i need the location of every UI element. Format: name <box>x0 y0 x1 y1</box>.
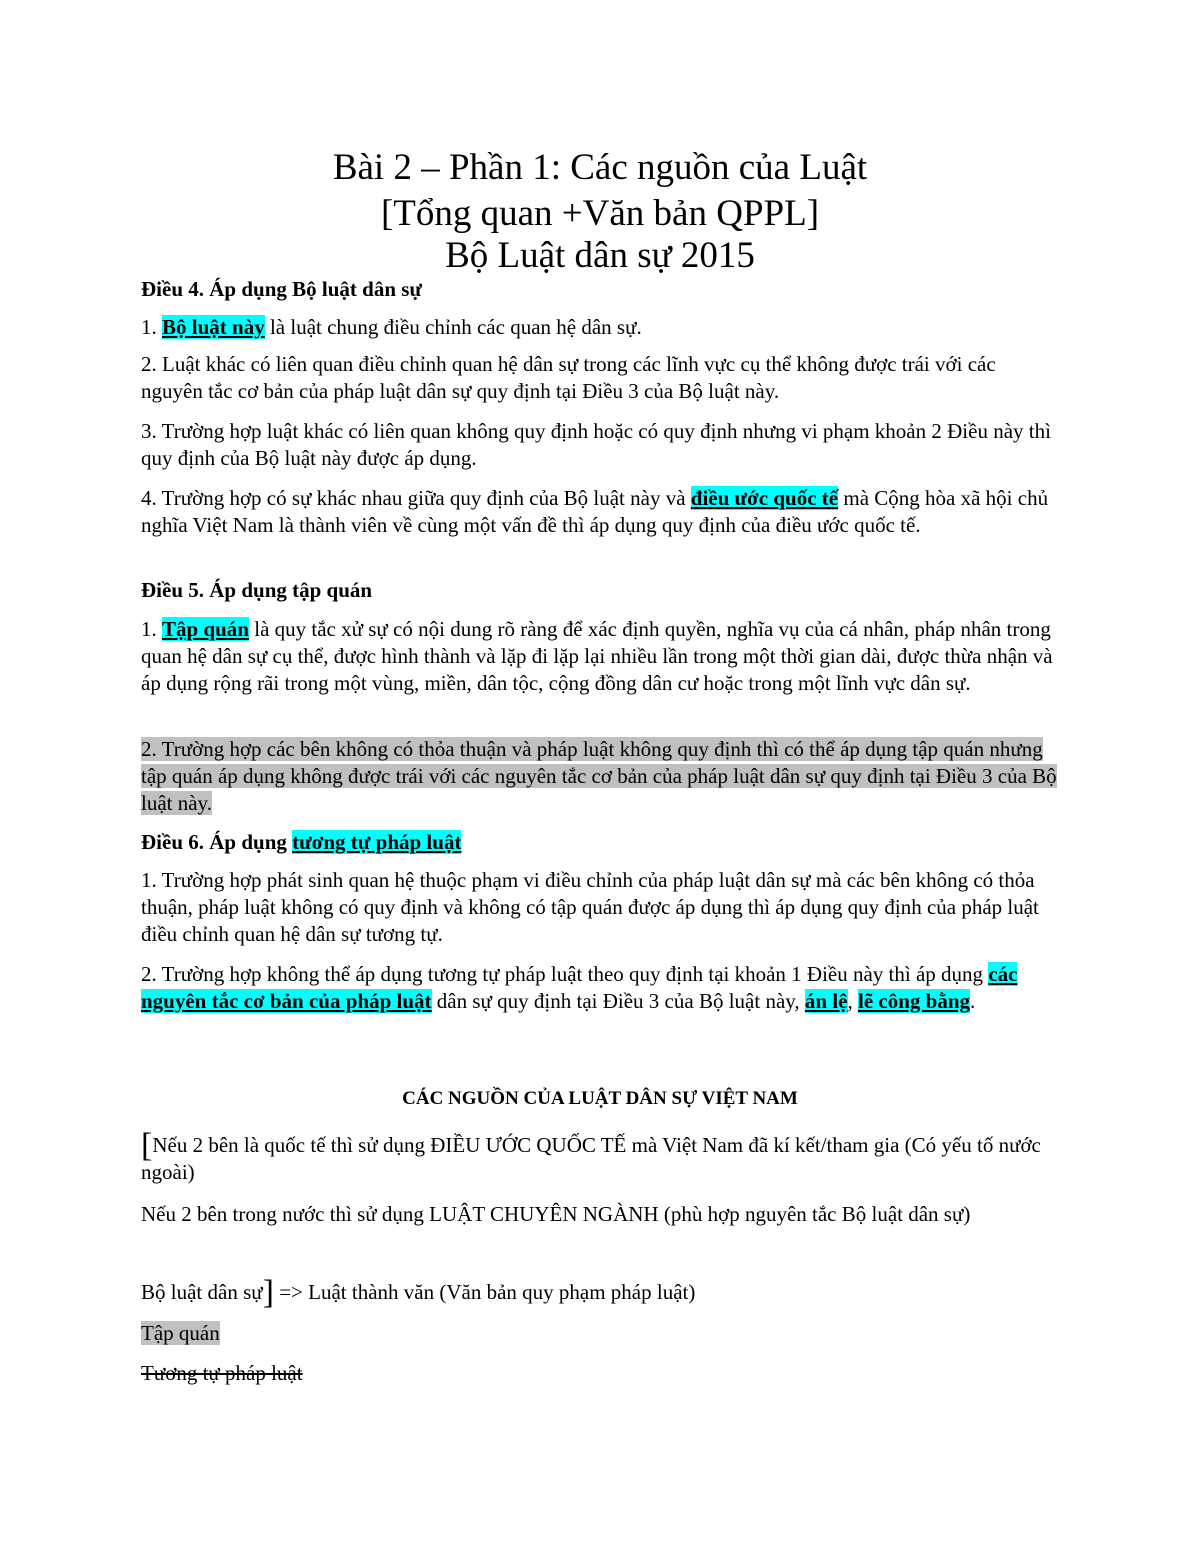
article-4-clause-4 <box>141 485 1061 539</box>
highlight-term: điều ước quốc tế <box>690 486 839 510</box>
document-title: Bài 2 – Phần 1: Các nguồn của Luật <box>332 147 868 188</box>
highlight-term: Bộ luật này <box>162 315 265 339</box>
clause-number: 1. <box>141 315 162 339</box>
clause-text: là quy tắc xử sự có nội dung rõ ràng để xác định quyền, nghĩa vụ của cá nhân, pháp nhân trong quan hệ dân sự cụ thể, được hình thành và lặp đi lặp lại nhiều lần trong một thời gian dài, được thừa nhận và áp dụng rộng rãi trong một vùng, miền, dân tộc, cộng đồng dân cư hoặc trong một lĩnh vực dân sự. <box>141 617 1053 695</box>
source-item-analogy <box>141 1360 1061 1387</box>
open-bracket: [ <box>141 1127 153 1164</box>
highlight-term: án lệ <box>804 989 848 1013</box>
article-4-clause-2: 2. Luật khác có liên quan điều chỉnh quan hệ dân sự trong các lĩnh vực cụ thể không được trái với các nguyên tắc cơ bản của pháp luật dân sự quy định tại Điều 3 của Bộ luật này. <box>141 352 996 403</box>
clause-text: 4. Trường hợp có sự khác nhau giữa quy định của Bộ luật này và <box>141 486 691 510</box>
article-5-heading: Điều 5. Áp dụng tập quán <box>141 578 373 602</box>
source-item-treaty <box>141 1127 1061 1186</box>
gray-highlight-text: 2. Trường hợp các bên không có thỏa thuận và pháp luật không quy định thì có thể áp dụng tập quán nhưng tập quán áp dụng không được trái với các nguyên tắc cơ bản của pháp luật dân sự quy định tại Điều 3 của Bộ luật này. <box>141 737 1057 815</box>
gray-highlight-text: Tập quán <box>141 1321 220 1345</box>
source-item-civil-code <box>141 1274 1061 1311</box>
clause-number: 1. <box>141 617 162 641</box>
source-text: Bộ luật dân sự <box>141 1280 263 1304</box>
highlight-term: tương tự pháp luật <box>292 830 462 854</box>
strikethrough-text: Tương tự pháp luật <box>141 1361 303 1385</box>
clause-text: , <box>847 989 858 1013</box>
article-6-clause-1: 1. Trường hợp phát sinh quan hệ thuộc phạm vi điều chỉnh của pháp luật dân sự mà các bên không có thỏa thuận, pháp luật không có quy định và không có tập quán được áp dụng thì áp dụng quy định của pháp luật điều chỉnh quan hệ dân sự tương tự. <box>141 868 1039 946</box>
article-4-heading: Điều 4. Áp dụng Bộ luật dân sự <box>141 277 423 301</box>
article-6-clause-2 <box>141 961 1061 1015</box>
source-text: => Luật thành văn (Văn bản quy phạm pháp luật) <box>273 1280 696 1304</box>
article-4-clause-3: 3. Trường hợp luật khác có liên quan không quy định hoặc có quy định nhưng vi phạm khoản 2 Điều này thì quy định của Bộ luật này được áp dụng. <box>141 419 1051 470</box>
source-text: Nếu 2 bên là quốc tế thì sử dụng ĐIỀU ƯỚC QUỐC TẾ mà Việt Nam đã kí kết/tham gia (Có yếu tố nước ngoài) <box>141 1133 1041 1184</box>
document-subtitle: [Tổng quan +Văn bản QPPL] <box>380 193 820 234</box>
article-6-heading <box>141 829 1061 856</box>
sources-heading: CÁC NGUỒN CỦA LUẬT DÂN SỰ VIỆT NAM <box>402 1088 798 1109</box>
heading-text: Điều 6. Áp dụng <box>141 830 293 854</box>
source-item-custom <box>141 1320 1061 1347</box>
clause-text: mà Cộng hòa xã hội chủ nghĩa Việt Nam là thành viên về cùng một vấn đề thì áp dụng quy định của điều ước quốc tế. <box>141 486 1049 537</box>
clause-text: 2. Trường hợp không thể áp dụng tương tự pháp luật theo quy định tại khoản 1 Điều này thì áp dụng <box>141 962 989 986</box>
article-5-clause-1 <box>141 616 1061 697</box>
clause-text: dân sự quy định tại Điều 3 của Bộ luật này, <box>431 989 805 1013</box>
highlight-term: Tập quán <box>162 617 249 641</box>
clause-text: . <box>970 989 976 1013</box>
document-law-title: Bộ Luật dân sự 2015 <box>445 235 755 276</box>
source-item-specialized-law: Nếu 2 bên trong nước thì sử dụng LUẬT CHUYÊN NGÀNH (phù hợp nguyên tắc Bộ luật dân sự) <box>141 1202 971 1226</box>
article-4-clause-1 <box>141 314 1061 341</box>
highlight-term: lẽ công bằng <box>858 989 971 1013</box>
article-5-clause-2 <box>141 736 1061 817</box>
close-bracket: ] <box>262 1274 274 1311</box>
clause-text: là luật chung điều chỉnh các quan hệ dân sự. <box>264 315 642 339</box>
highlight-term: các nguyên tắc cơ bản của pháp luật <box>141 962 1018 1013</box>
